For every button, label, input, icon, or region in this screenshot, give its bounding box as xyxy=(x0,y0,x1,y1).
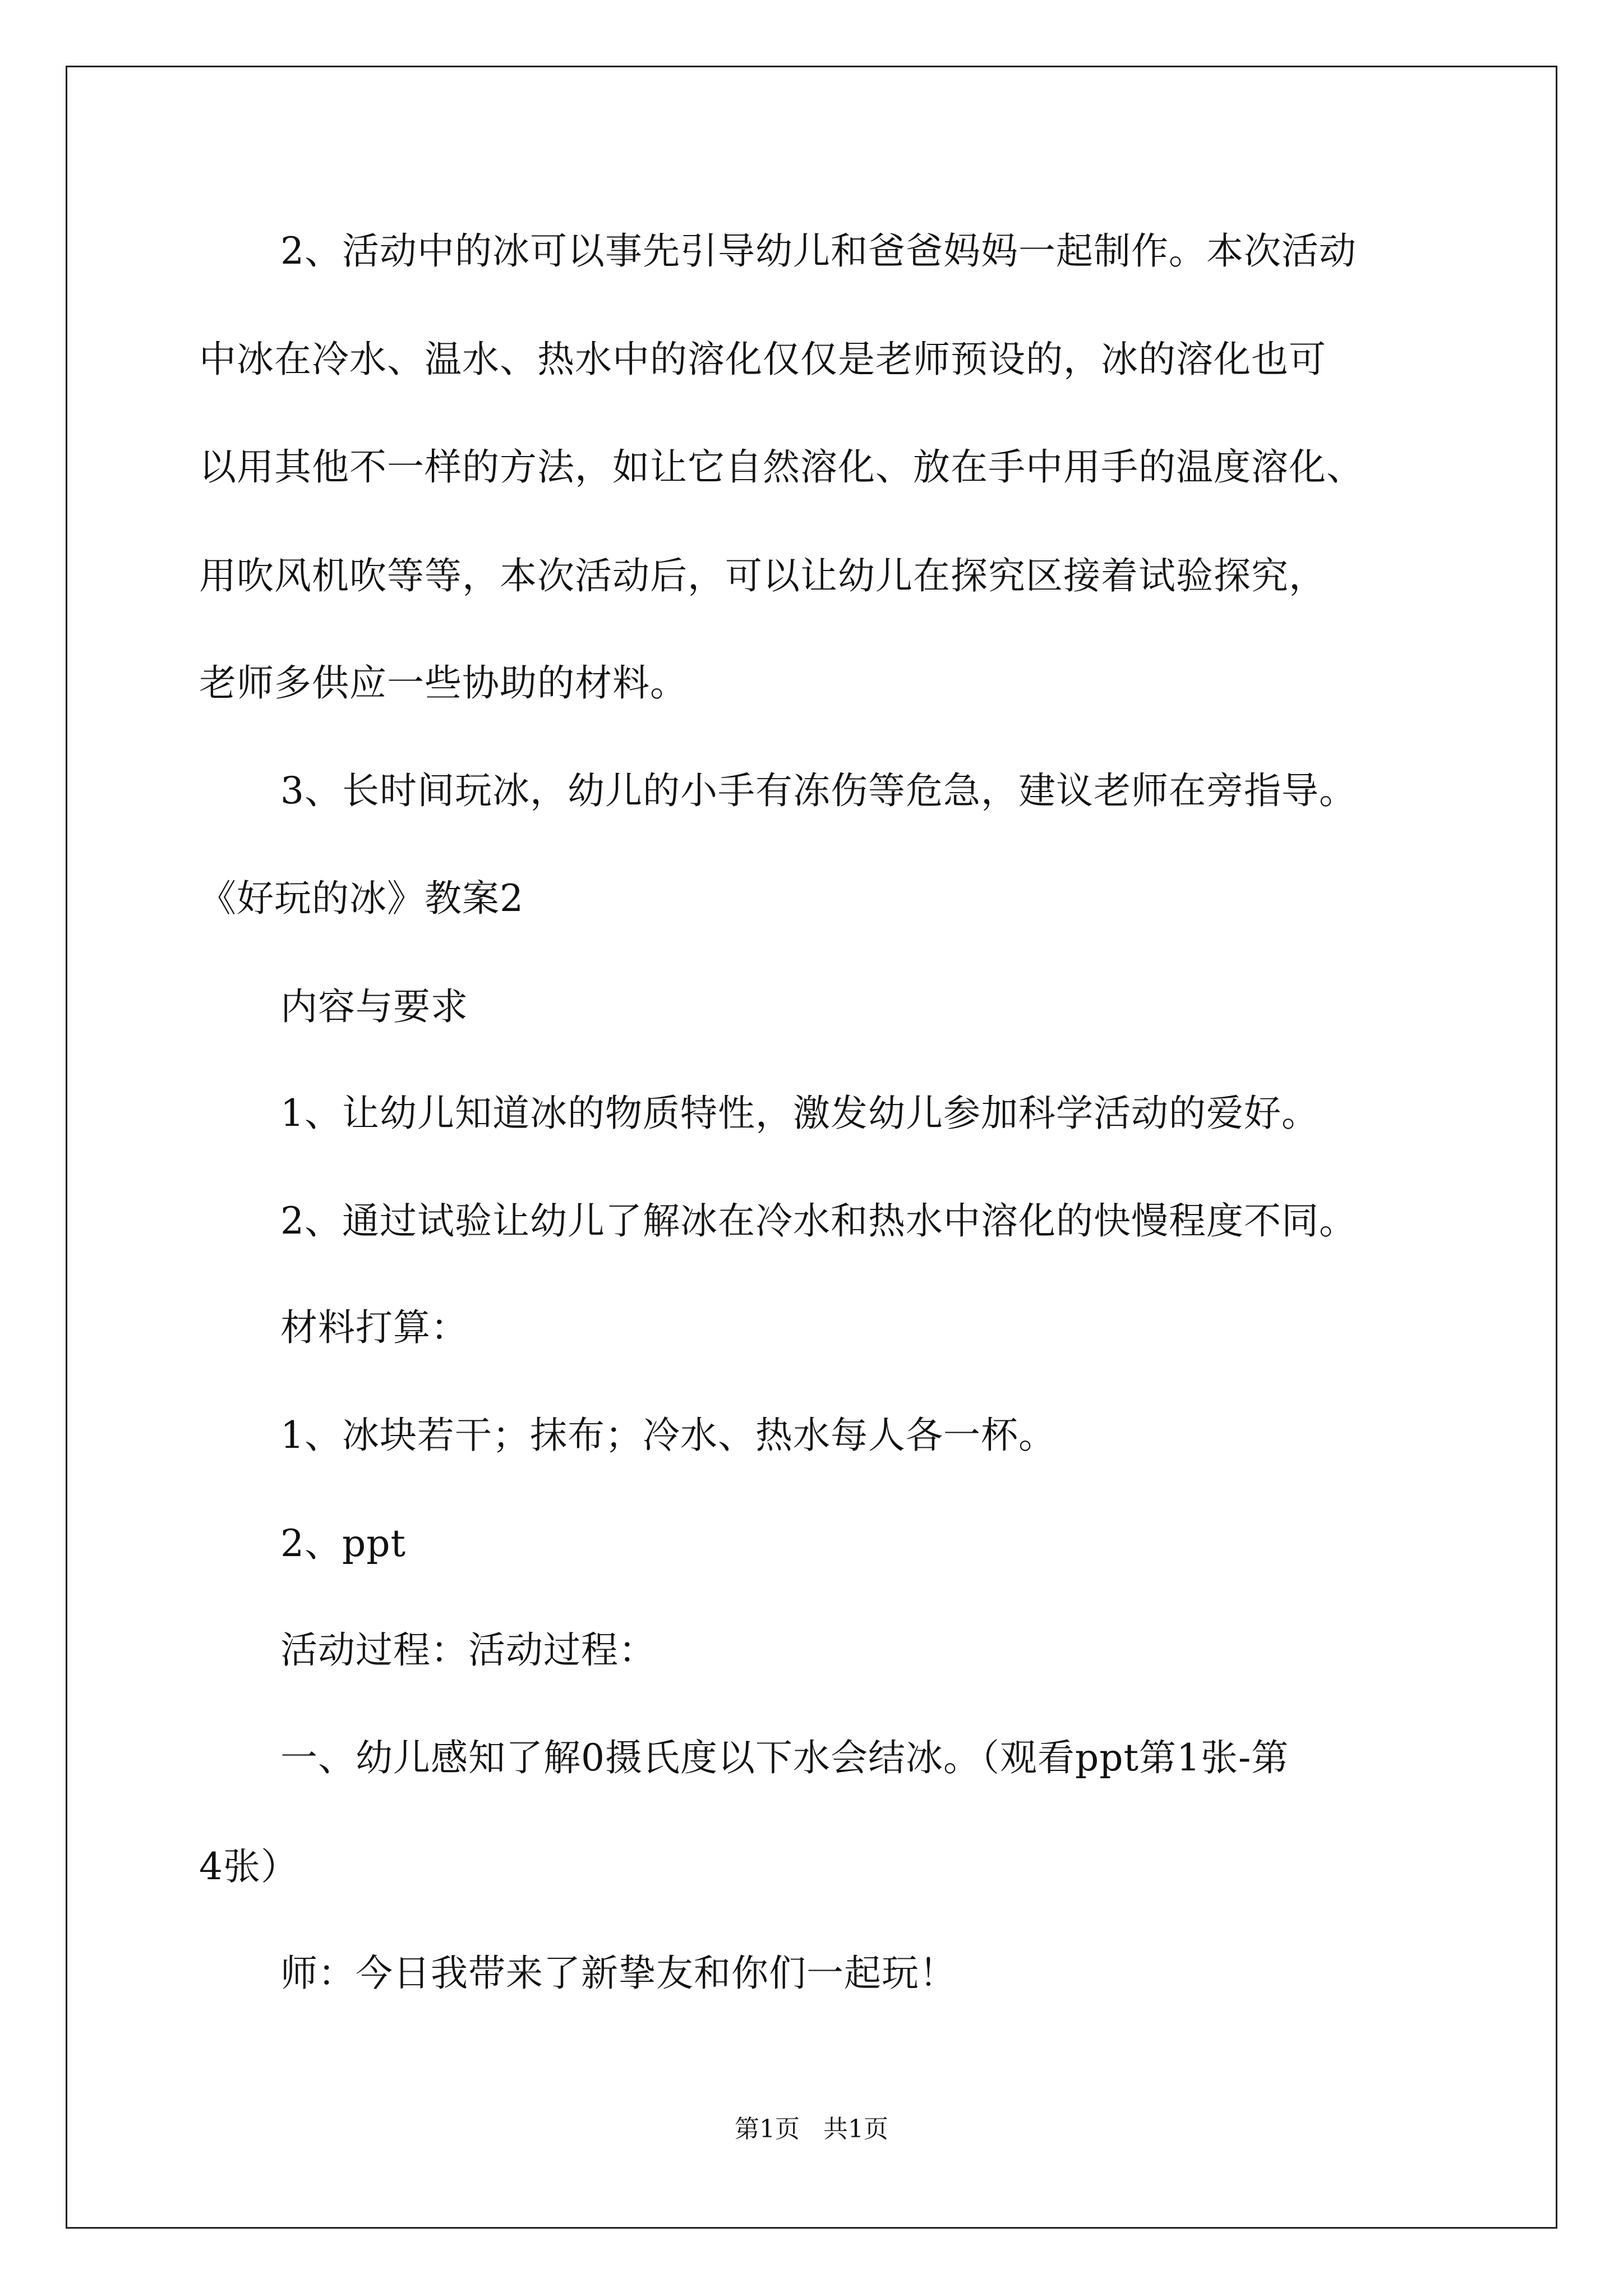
paragraph-line: 2、ppt xyxy=(280,1522,407,1565)
paragraph-line: 以用其他不一样的方法，如让它自然溶化、放在手中用手的温度溶化、 xyxy=(199,445,1364,489)
paragraph-line: 2、活动中的冰可以事先引导幼儿和爸爸妈妈一起制作。本次活动 xyxy=(280,229,1357,273)
paragraph-line: 老师多供应一些协助的材料。 xyxy=(199,661,688,705)
paragraph-line: 2、通过试验让幼儿了解冰在冷水和热水中溶化的快慢程度不同。 xyxy=(280,1199,1357,1243)
paragraph-line: 师：今日我带来了新挚友和你们一起玩！ xyxy=(280,1952,957,1995)
paragraph-line: 内容与要求 xyxy=(280,985,468,1028)
paragraph-line: 4张） xyxy=(199,1845,298,1888)
page-footer: 第1页 共1页 xyxy=(735,2115,888,2143)
page-border xyxy=(66,66,1557,2229)
section-heading: 《好玩的冰》教案2 xyxy=(199,877,524,920)
paragraph-line: 一、幼儿感知了解0摄氏度以下水会结冰。（观看ppt第1张-第 xyxy=(280,1736,1289,1779)
paragraph-line: 用吹风机吹等等，本次活动后，可以让幼儿在探究区接着试验探究， xyxy=(199,554,1326,597)
paragraph-line: 3、长时间玩冰，幼儿的小手有冻伤等危急，建议老师在旁指导。 xyxy=(280,769,1357,812)
paragraph-line: 活动过程：活动过程： xyxy=(280,1628,656,1672)
paragraph-line: 中冰在冷水、温水、热水中的溶化仅仅是老师预设的，冰的溶化也可 xyxy=(199,338,1326,381)
paragraph-line: 1、让幼儿知道冰的物质特性，激发幼儿参加科学活动的爱好。 xyxy=(280,1092,1319,1135)
paragraph-line: 材料打算： xyxy=(280,1306,468,1349)
paragraph-line: 1、冰块若干；抹布；冷水、热水每人各一杯。 xyxy=(280,1414,1056,1457)
